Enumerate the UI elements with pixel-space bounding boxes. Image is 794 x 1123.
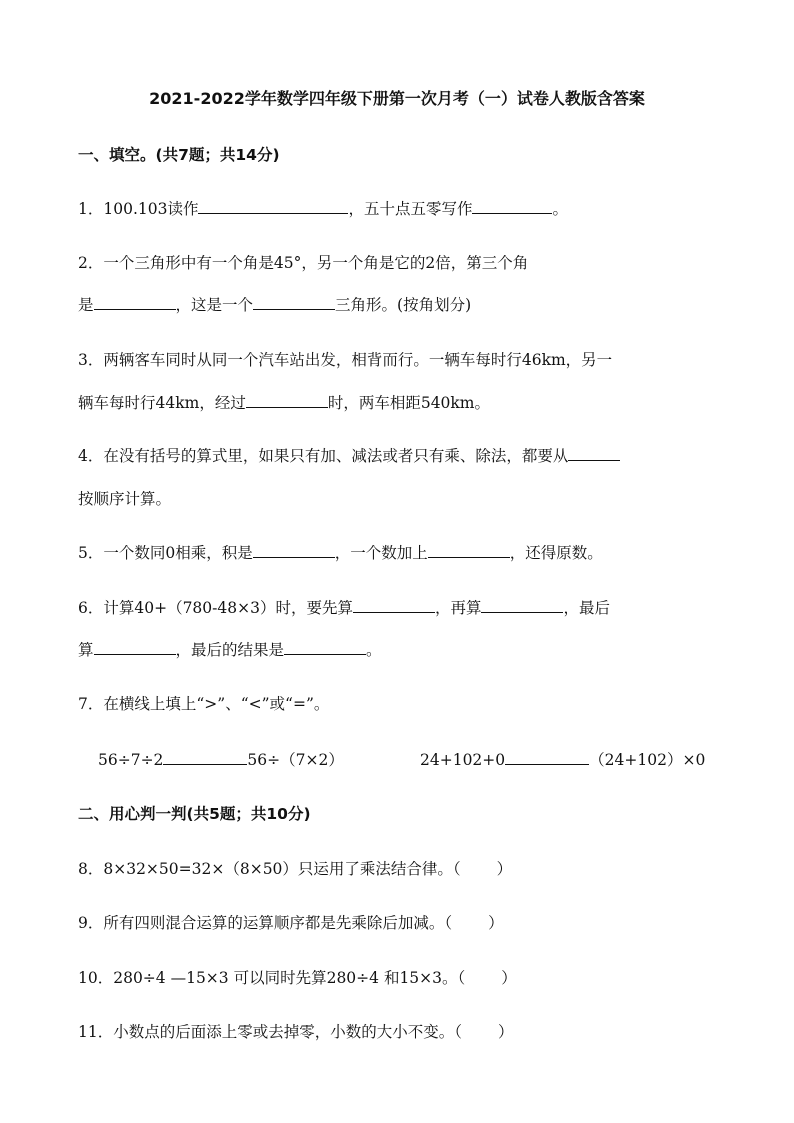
question-6-line-2: [78, 638, 382, 660]
q1-text-c: 。: [552, 200, 568, 218]
question-2-line-1: 2．一个三角形中有一个角是45°，另一个角是它的2倍，第三个角: [78, 254, 529, 272]
q3-blank-1[interactable]: [246, 392, 328, 408]
q2-blank-1[interactable]: [94, 294, 176, 310]
q6-text-c: ，最后: [563, 599, 610, 617]
q7-right-expr-b: （24+102）×0: [589, 751, 706, 769]
q11-text: 11．小数点的后面添上零或去掉零，小数的大小不变。（: [78, 1023, 462, 1041]
q2-blank-2[interactable]: [253, 294, 335, 310]
q6-text-e: ，最后的结果是: [175, 641, 285, 659]
q5-blank-2[interactable]: [428, 542, 510, 558]
q6-text-b: ，再算: [434, 599, 482, 617]
q10-close: ）: [501, 969, 517, 987]
q8-close: ）: [496, 860, 513, 878]
question-1: [78, 197, 568, 219]
q3-text-a: 辆车每时行44km，经过: [78, 394, 246, 412]
q7-compare-right: [420, 748, 705, 770]
q7-compare-left: [98, 748, 344, 770]
question-3-line-1: 3．两辆客车同时从同一个汽车站出发，相背而行。一辆车每时行46km，另一: [78, 351, 613, 369]
question-10: [78, 966, 517, 988]
q7-blank-2[interactable]: [505, 749, 589, 765]
q7-left-expr-a: 56÷7÷2: [98, 751, 164, 769]
question-9: [78, 911, 504, 933]
q4-blank-1[interactable]: [568, 445, 620, 461]
q5-text-a: 5．一个数同0相乘，积是: [78, 544, 253, 562]
q6-blank-3[interactable]: [94, 639, 176, 655]
q5-blank-1[interactable]: [253, 542, 335, 558]
q6-blank-1[interactable]: [353, 597, 435, 613]
q9-text: 9．所有四则混合运算的运算顺序都是先乘除后加减。（: [78, 914, 453, 932]
q11-close: ）: [497, 1023, 514, 1041]
q1-text-b: ，五十点五零写作: [348, 200, 473, 218]
question-8: [78, 857, 512, 879]
q1-blank-2[interactable]: [472, 198, 552, 214]
page-title: 2021-2022学年数学四年级下册第一次月考（一）试卷人教版含答案: [149, 89, 645, 108]
question-4-line-1: [78, 444, 620, 466]
q1-blank-1[interactable]: [198, 198, 348, 214]
question-5: [78, 541, 603, 563]
question-11: [78, 1020, 514, 1042]
q7-left-expr-b: 56÷（7×2）: [247, 751, 344, 769]
q6-text-a: 6．计算40+（780-48×3）时，要先算: [78, 599, 353, 617]
q6-blank-2[interactable]: [481, 597, 563, 613]
question-2-line-2: [78, 293, 471, 315]
q1-text-a: 1．100.103读作: [78, 200, 199, 218]
q6-text-f: 。: [366, 641, 382, 659]
section-heading-fill-in: 一、填空。(共7题；共14分): [78, 146, 280, 164]
question-7: 7．在横线上填上“>”、“<”或“=”。: [78, 695, 330, 713]
q2-text-c: 三角形。(按角划分): [335, 296, 472, 314]
q8-text: 8．8×32×50=32×（8×50）只运用了乘法结合律。（: [78, 860, 461, 878]
q2-text-b: ，这是一个: [175, 296, 254, 314]
question-4-line-2: 按顺序计算。: [78, 490, 172, 508]
question-3-line-2: [78, 391, 490, 413]
q4-text-a: 4．在没有括号的算式里，如果只有加、减法或者只有乘、除法，都要从: [78, 447, 569, 465]
q10-text: 10．280÷4 —15×3 可以同时先算280÷4 和15×3。（: [78, 969, 466, 987]
q5-text-c: ，还得原数。: [509, 544, 603, 562]
q5-text-b: ，一个数加上: [334, 544, 428, 562]
q6-text-d: 算: [78, 641, 94, 659]
section-heading-judge: 二、用心判一判(共5题；共10分): [78, 805, 311, 823]
question-6-line-1: [78, 596, 610, 618]
q7-right-expr-a: 24+102+0: [420, 751, 506, 769]
q7-blank-1[interactable]: [163, 749, 247, 765]
q9-close: ）: [488, 914, 504, 932]
q2-text-a: 是: [78, 296, 94, 314]
q3-text-b: 时，两车相距540km。: [327, 394, 491, 412]
q6-blank-4[interactable]: [284, 639, 366, 655]
